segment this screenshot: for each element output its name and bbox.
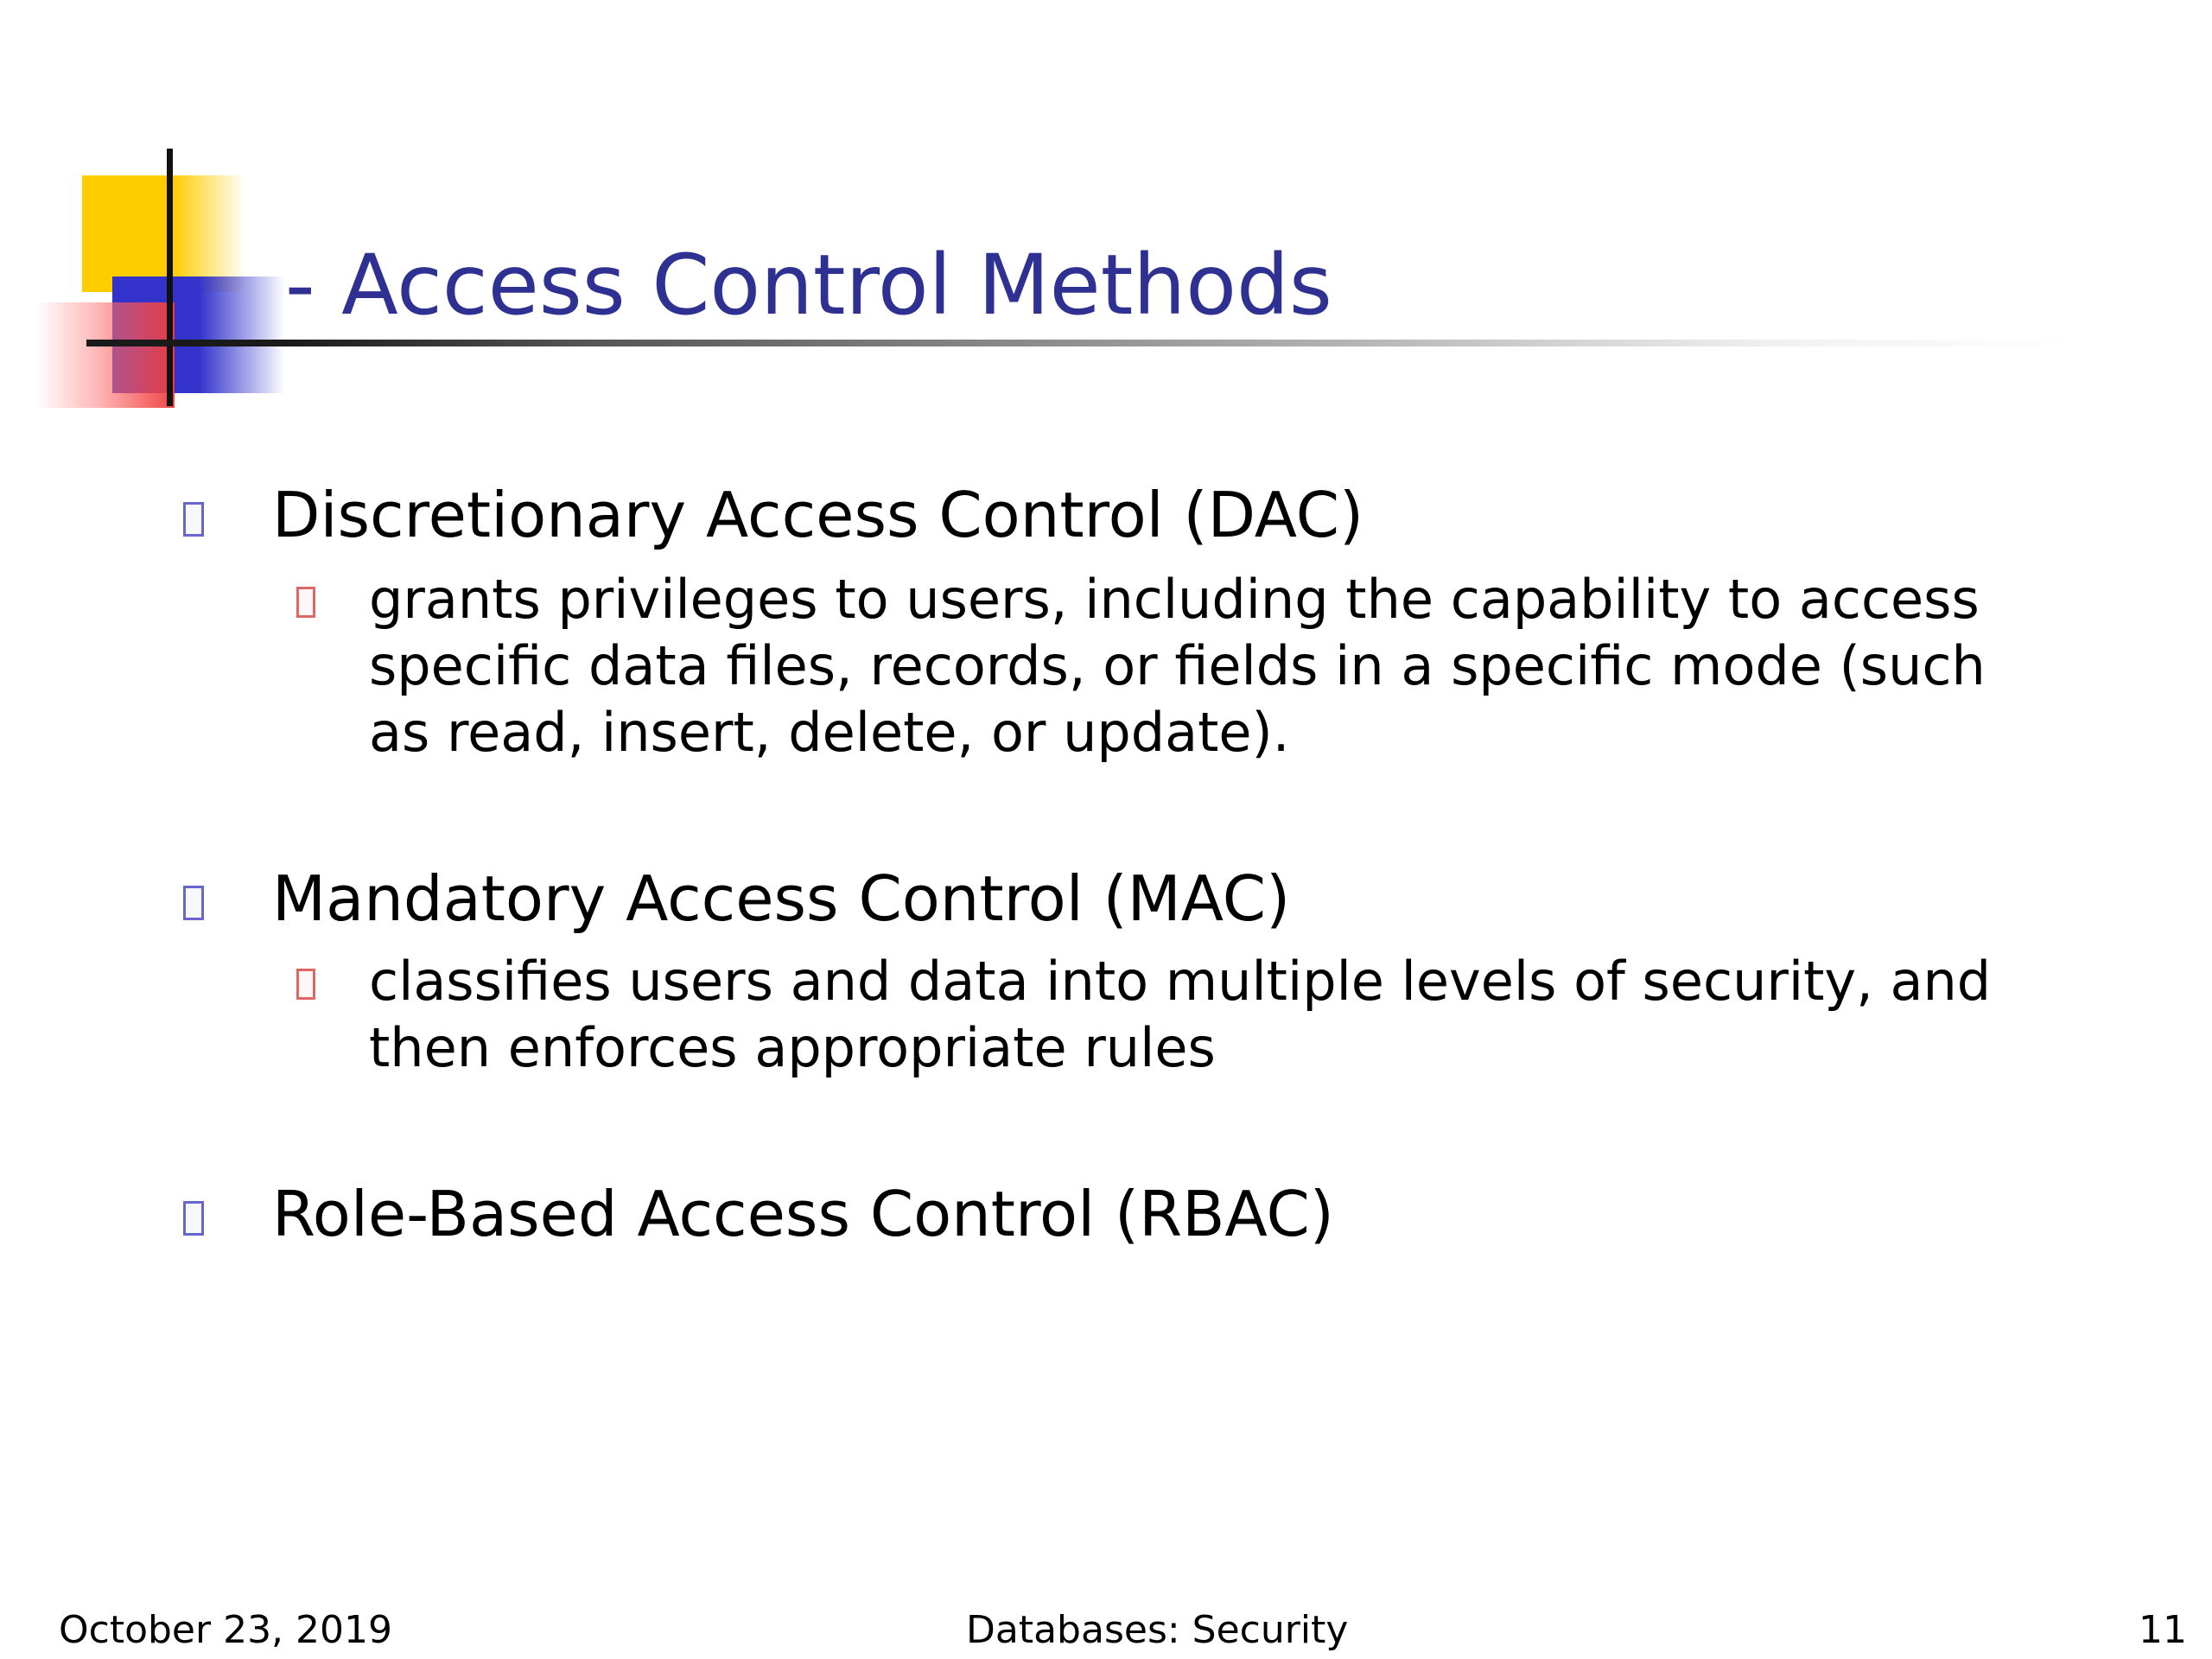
- vertical-line-icon: [167, 149, 173, 406]
- square-bullet-icon: [296, 587, 315, 618]
- footer-title: Databases: Security: [966, 1608, 1349, 1652]
- square-bullet-icon: [183, 1201, 204, 1236]
- red-square-icon: [36, 302, 175, 408]
- page-number: 11: [2139, 1608, 2187, 1652]
- square-bullet-icon: [183, 886, 204, 920]
- footer-date: October 23, 2019: [59, 1608, 393, 1652]
- slide-title: - Access Control Methods: [285, 237, 1332, 334]
- square-bullet-icon: [296, 969, 315, 1000]
- decorative-logo: [0, 0, 328, 415]
- list-item-heading: Role-Based Access Control (RBAC): [272, 1178, 1334, 1250]
- square-bullet-icon: [183, 502, 204, 537]
- sub-item-text: classifies users and data into multiple levels of security, and then enforces appropriate rules: [369, 950, 1992, 1079]
- title-underline: [86, 340, 2074, 346]
- sub-item-text: grants privileges to users, including the capability to access specific data files, records, or fields in a specific mode (such as read, insert, delete, or update).: [369, 568, 1986, 764]
- yellow-square-icon: [82, 175, 246, 292]
- list-item-heading: Mandatory Access Control (MAC): [272, 862, 1291, 935]
- list-item-heading: Discretionary Access Control (DAC): [272, 479, 1364, 551]
